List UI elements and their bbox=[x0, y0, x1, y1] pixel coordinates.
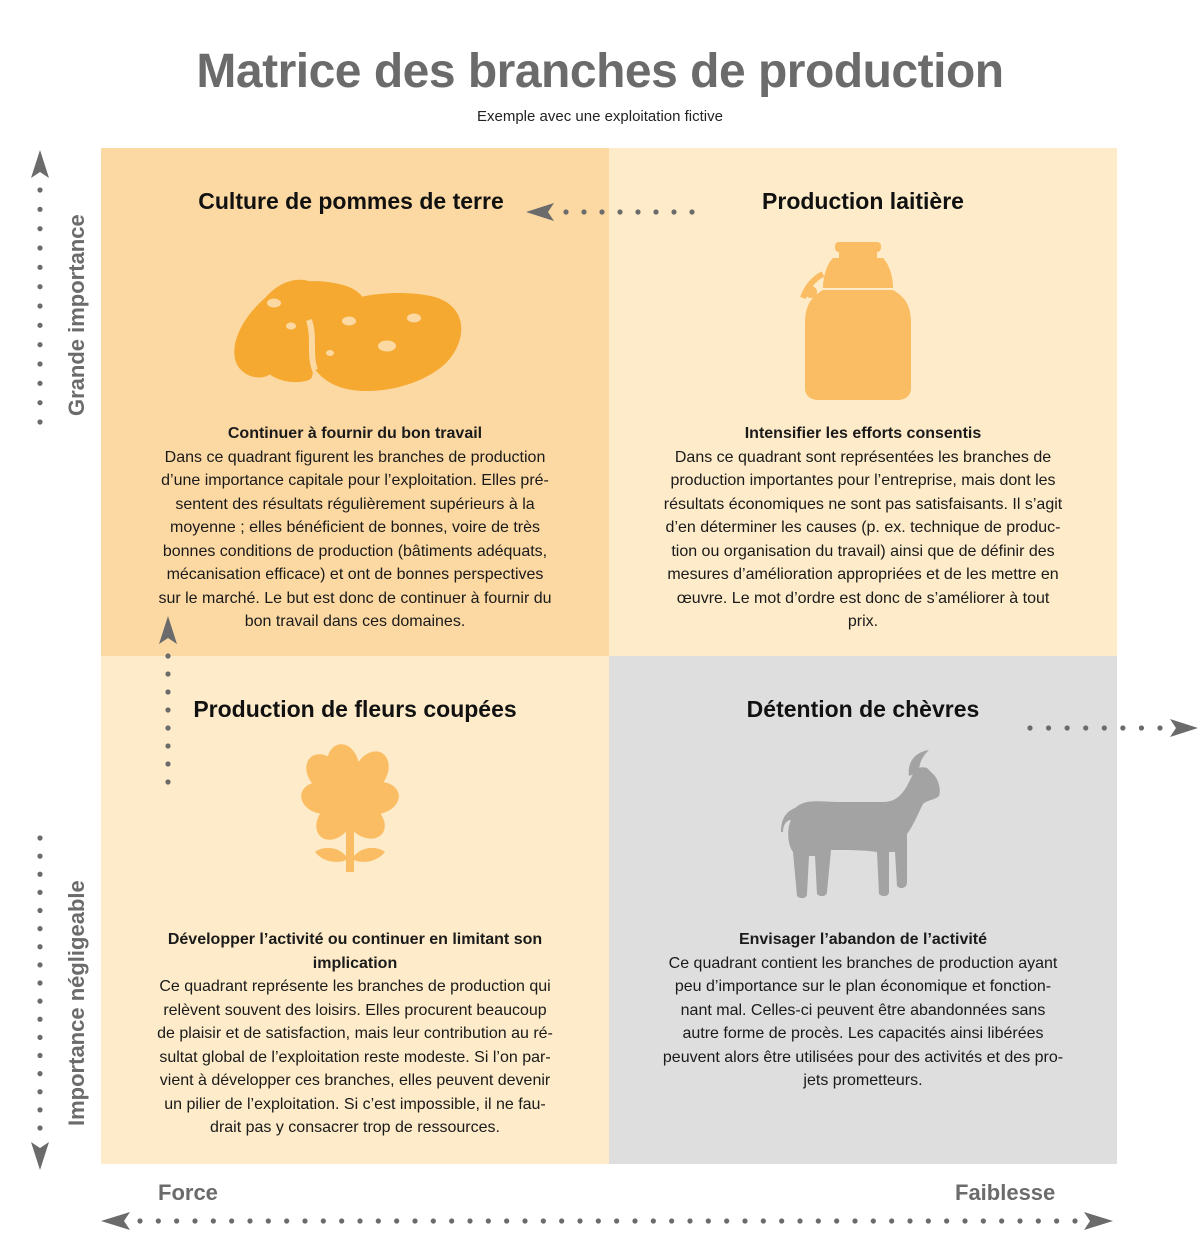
dot bbox=[37, 381, 42, 386]
dot bbox=[1102, 725, 1107, 730]
dot bbox=[37, 361, 42, 366]
arrow-left-icon bbox=[101, 1212, 130, 1230]
dot bbox=[37, 419, 42, 424]
y-axis-label-bottom: Importance négligeable bbox=[64, 880, 89, 1126]
dot bbox=[1120, 725, 1125, 730]
dot bbox=[653, 209, 658, 214]
text-line: bon travail dans ces domaines. bbox=[244, 613, 466, 630]
dot bbox=[742, 1218, 747, 1223]
dot bbox=[211, 1218, 216, 1223]
dot bbox=[614, 1218, 619, 1223]
dot bbox=[37, 323, 42, 328]
dot bbox=[156, 1218, 161, 1223]
text-line: bonnes conditions de production (bâtiments adéquats, bbox=[162, 542, 548, 560]
dot bbox=[165, 779, 170, 784]
text-line: d’en déterminer les causes (p. ex. technique de produc- bbox=[665, 519, 1061, 536]
dot bbox=[37, 1107, 42, 1112]
quadrant-heading: Développer l’activité ou continuer en limitant son bbox=[167, 931, 543, 948]
dot bbox=[1027, 725, 1032, 730]
dot bbox=[37, 1035, 42, 1040]
dot bbox=[1036, 1218, 1041, 1223]
dot bbox=[174, 1218, 179, 1223]
dot bbox=[504, 1218, 509, 1223]
dot bbox=[834, 1218, 839, 1223]
dot bbox=[522, 1218, 527, 1223]
text-line: Ce quadrant contient les branches de production ayant bbox=[668, 954, 1058, 972]
x-axis-label-right: Faiblesse bbox=[955, 1180, 1056, 1205]
move-arrow-from-goats bbox=[1027, 719, 1198, 737]
quadrant-title: Production de fleurs coupées bbox=[193, 696, 517, 722]
text-line: moyenne ; elles bénéficient de bonnes, voire de très bbox=[169, 519, 540, 536]
dot bbox=[37, 854, 42, 859]
quadrant-heading: Continuer à fournir du bon travail bbox=[227, 425, 483, 442]
quadrant-title: Détention de chèvres bbox=[746, 696, 980, 722]
dot bbox=[563, 209, 568, 214]
dot bbox=[1065, 725, 1070, 730]
dot bbox=[687, 1218, 692, 1223]
dot bbox=[761, 1218, 766, 1223]
dot bbox=[266, 1218, 271, 1223]
dot bbox=[37, 1071, 42, 1076]
dot bbox=[165, 761, 170, 766]
dot bbox=[635, 209, 640, 214]
text-line: nant mal. Celles-ci peuvent être abandonnées sans bbox=[680, 1001, 1046, 1019]
dot bbox=[302, 1218, 307, 1223]
arrow-right-icon bbox=[1170, 719, 1198, 737]
dot bbox=[599, 209, 604, 214]
y-axis-dots bbox=[37, 187, 42, 1130]
text-line: mécanisation efficace) et ont de bonnes perspectives bbox=[166, 566, 544, 583]
arrow-down-icon bbox=[31, 1142, 49, 1170]
x-axis-label-left: Force bbox=[158, 1180, 218, 1205]
x-axis-arrow bbox=[101, 1212, 1113, 1230]
dot bbox=[1083, 725, 1088, 730]
dot bbox=[192, 1218, 197, 1223]
text-line: production importantes pour l’entreprise, mais dont les bbox=[670, 472, 1056, 489]
dot bbox=[247, 1218, 252, 1223]
dot bbox=[321, 1218, 326, 1223]
dot bbox=[165, 707, 170, 712]
dot bbox=[37, 980, 42, 985]
dot bbox=[431, 1218, 436, 1223]
text-line: Dans ce quadrant sont représentées les branches de bbox=[674, 448, 1052, 466]
text-line: drait pas y consacrer trop de ressources. bbox=[210, 1119, 500, 1136]
x-axis-dots bbox=[137, 1218, 1077, 1223]
y-axis-arrow bbox=[31, 150, 49, 1170]
text-line: résultats économiques ne sont pas satisfaisants. Il s’agit bbox=[663, 495, 1063, 513]
quadrant-heading: Envisager l’abandon de l’activité bbox=[738, 931, 988, 948]
text-line: tion ou organisation du travail) ainsi que de définir des bbox=[671, 542, 1055, 560]
dot bbox=[541, 1218, 546, 1223]
dot bbox=[689, 209, 694, 214]
text-line: prix. bbox=[847, 613, 879, 630]
dot bbox=[37, 1125, 42, 1130]
text-line: sur le marché. Le but est donc de continuer à fournir du bbox=[158, 589, 552, 607]
text-line: peuvent alors être utilisées pour des activités et des pro- bbox=[662, 1048, 1064, 1066]
dot bbox=[376, 1218, 381, 1223]
dot bbox=[559, 1218, 564, 1223]
dot bbox=[37, 908, 42, 913]
dot bbox=[852, 1218, 857, 1223]
text-line: vient à développer ces branches, elles peuvent devenir bbox=[159, 1072, 551, 1089]
page-subtitle: Exemple avec une exploitation fictive bbox=[477, 108, 723, 125]
dot bbox=[981, 1218, 986, 1223]
dot bbox=[449, 1218, 454, 1223]
dot bbox=[999, 1218, 1004, 1223]
move-dots bbox=[1027, 725, 1162, 730]
dot bbox=[617, 209, 622, 214]
page-title: Matrice des branches de production bbox=[196, 45, 1004, 98]
dot bbox=[37, 1017, 42, 1022]
text-line: de plaisir et de satisfaction, mais leur contribution au ré- bbox=[157, 1025, 553, 1042]
dot bbox=[1017, 1218, 1022, 1223]
quadrant-heading: Intensifier les efforts consentis bbox=[744, 425, 982, 442]
dot bbox=[165, 653, 170, 658]
dot bbox=[724, 1218, 729, 1223]
text-line: relèvent souvent des loisirs. Elles procurent beaucoup bbox=[163, 1001, 547, 1019]
dot bbox=[671, 209, 676, 214]
arrow-left-icon bbox=[526, 203, 554, 221]
dot bbox=[37, 944, 42, 949]
dot bbox=[137, 1218, 142, 1223]
dot bbox=[1157, 725, 1162, 730]
arrow-up-icon bbox=[31, 150, 49, 178]
dot bbox=[37, 872, 42, 877]
dot bbox=[581, 209, 586, 214]
dot bbox=[165, 725, 170, 730]
dot bbox=[37, 999, 42, 1004]
dot bbox=[37, 226, 42, 231]
dot bbox=[37, 1053, 42, 1058]
text-line: sentent des résultats régulièrement supérieurs à la bbox=[175, 495, 535, 513]
quadrant-heading: implication bbox=[312, 954, 398, 972]
dot bbox=[669, 1218, 674, 1223]
dot bbox=[651, 1218, 656, 1223]
dot bbox=[596, 1218, 601, 1223]
dot bbox=[284, 1218, 289, 1223]
text-line: Ce quadrant représente les branches de production qui bbox=[159, 978, 551, 995]
text-line: peu d’importance sur le plan économique et fonction- bbox=[674, 978, 1052, 995]
dot bbox=[706, 1218, 711, 1223]
text-line: jets prometteurs. bbox=[803, 1072, 923, 1089]
dot bbox=[37, 835, 42, 840]
move-arrow-up-flowers bbox=[159, 616, 177, 785]
text-line: d’une importance capitale pour l’exploitation. Elles pré- bbox=[161, 472, 549, 489]
dot bbox=[1072, 1218, 1077, 1223]
dot bbox=[889, 1218, 894, 1223]
arrow-right-icon bbox=[1084, 1212, 1113, 1230]
dot bbox=[577, 1218, 582, 1223]
dot bbox=[632, 1218, 637, 1223]
dot bbox=[37, 284, 42, 289]
move-arrow-to-potato bbox=[526, 203, 695, 221]
dot bbox=[871, 1218, 876, 1223]
dot bbox=[37, 245, 42, 250]
dot bbox=[165, 743, 170, 748]
text-line: un pilier de l’exploitation. Si c’est impossible, il ne fau- bbox=[164, 1095, 546, 1113]
dot bbox=[37, 962, 42, 967]
dot bbox=[165, 671, 170, 676]
dot bbox=[37, 926, 42, 931]
text-line: œuvre. Le mot d’ordre est donc de s’améliorer à tout bbox=[676, 589, 1050, 607]
y-axis-label-top: Grande importance bbox=[64, 214, 89, 416]
text-line: sultat global de l’exploitation reste modeste. Si l’on par- bbox=[159, 1048, 551, 1066]
dot bbox=[797, 1218, 802, 1223]
dot bbox=[165, 689, 170, 694]
dot bbox=[37, 342, 42, 347]
dot bbox=[962, 1218, 967, 1223]
quadrant-title: Culture de pommes de terre bbox=[198, 188, 504, 214]
text-line: autre forme de procès. Les capacités ainsi libérées bbox=[682, 1025, 1044, 1042]
dot bbox=[779, 1218, 784, 1223]
dot bbox=[229, 1218, 234, 1223]
dot bbox=[37, 400, 42, 405]
dot bbox=[486, 1218, 491, 1223]
dot bbox=[37, 207, 42, 212]
dot bbox=[339, 1218, 344, 1223]
quadrant-title: Production laitière bbox=[762, 188, 964, 214]
dot bbox=[1046, 725, 1051, 730]
dot bbox=[37, 187, 42, 192]
dot bbox=[394, 1218, 399, 1223]
dot bbox=[1139, 725, 1144, 730]
dot bbox=[944, 1218, 949, 1223]
dot bbox=[37, 303, 42, 308]
dot bbox=[907, 1218, 912, 1223]
dot bbox=[37, 890, 42, 895]
text-line: Dans ce quadrant figurent les branches de production bbox=[164, 448, 546, 466]
arrow-up-icon bbox=[159, 616, 177, 644]
dot bbox=[37, 265, 42, 270]
dot bbox=[37, 1089, 42, 1094]
dot bbox=[926, 1218, 931, 1223]
dot bbox=[357, 1218, 362, 1223]
text-line: mesures d’amélioration appropriées et de les mettre en bbox=[667, 566, 1059, 583]
move-dots bbox=[563, 209, 694, 214]
dot bbox=[1054, 1218, 1059, 1223]
dot bbox=[816, 1218, 821, 1223]
move-dots bbox=[165, 653, 170, 784]
dot bbox=[467, 1218, 472, 1223]
dot bbox=[412, 1218, 417, 1223]
